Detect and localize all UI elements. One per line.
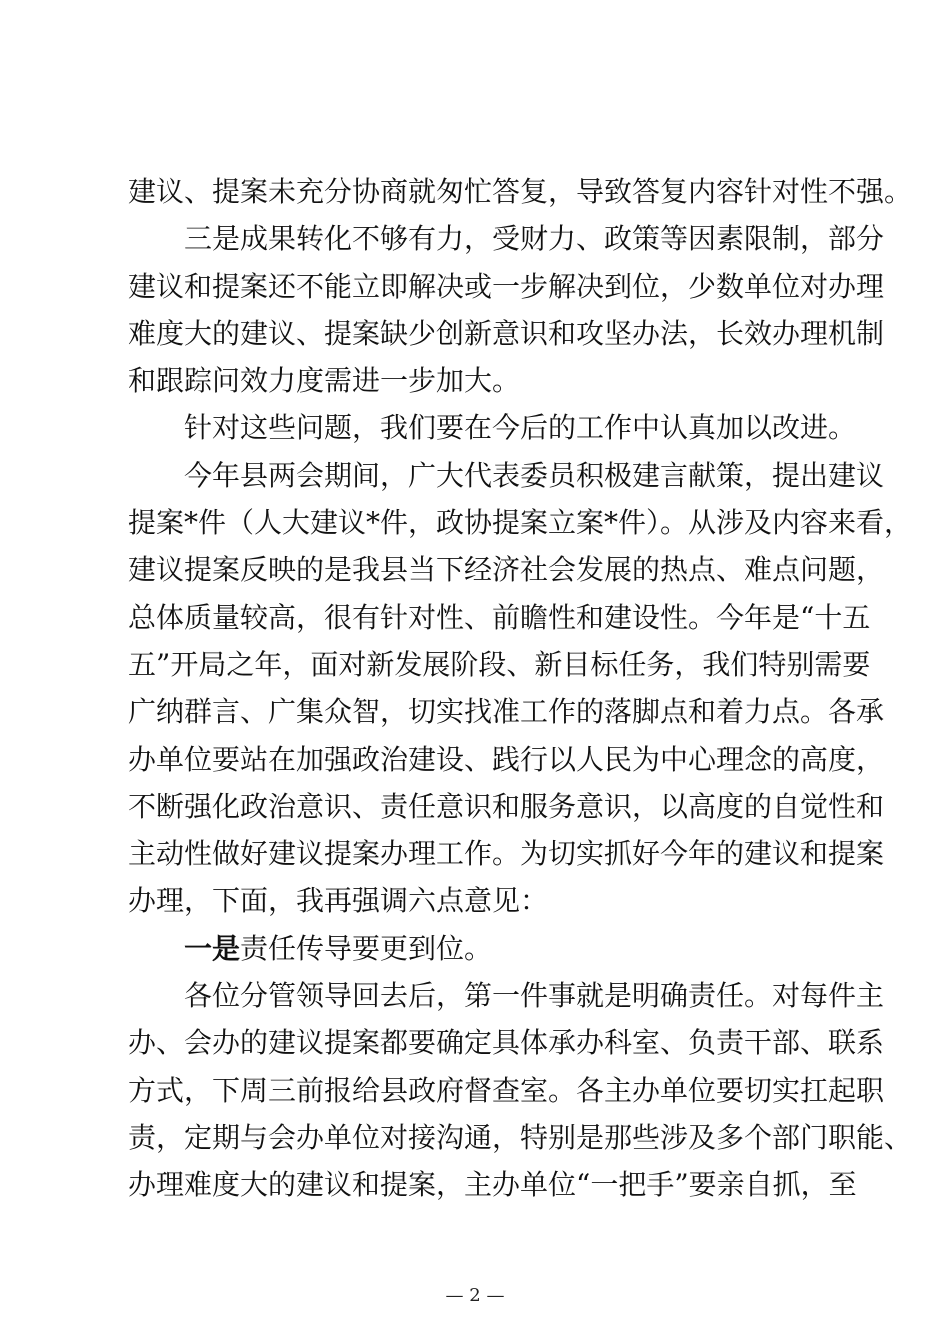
text-line: 各位分管领导回去后，第一件事就是明确责任。对每件主 xyxy=(184,979,885,1013)
text-line: 和跟踪问效力度需进一步加大。 xyxy=(128,364,521,398)
text-line: 主动性做好建议提案办理工作。为切实抓好今年的建议和提案 xyxy=(128,837,885,871)
heading-rest: 责任传导要更到位。 xyxy=(240,931,493,965)
text-line: 今年县两会期间，广大代表委员积极建言献策，提出建议 xyxy=(184,458,885,492)
body-text xyxy=(128,168,913,1209)
text-line: 责，定期与会办单位对接沟通，特别是那些涉及多个部门职能、 xyxy=(128,1120,913,1154)
text-line: 五”开局之年，面对新发展阶段、新目标任务，我们特别需要 xyxy=(128,647,871,681)
text-line: 不断强化政治意识、责任意识和服务意识，以高度的自觉性和 xyxy=(128,789,885,823)
paragraph-block-2 xyxy=(128,972,913,1208)
text-line: 广纳群言、广集众智，切实找准工作的落脚点和着力点。各承 xyxy=(128,695,885,729)
paragraph-block-1 xyxy=(128,168,913,925)
page-number: — 2 — xyxy=(445,1285,505,1306)
text-line: 针对这些问题，我们要在今后的工作中认真加以改进。 xyxy=(184,411,857,445)
text-line: 建议和提案还不能立即解决或一步解决到位，少数单位对办理 xyxy=(128,269,885,303)
text-line: 办理难度大的建议和提案，主办单位“一把手”要亲自抓，至 xyxy=(128,1168,857,1202)
heading-lead: 一是 xyxy=(184,931,241,965)
text-line: 三是成果转化不够有力，受财力、政策等因素限制，部分 xyxy=(184,222,885,256)
text-line: 办、会办的建议提案都要确定具体承办科室、负责干部、联系 xyxy=(128,1026,885,1060)
text-line: 建议提案反映的是我县当下经济社会发展的热点、难点问题， xyxy=(128,553,885,587)
text-line: 难度大的建议、提案缺少创新意识和攻坚办法，长效办理机制 xyxy=(128,316,885,350)
text-line: 方式，下周三前报给县政府督查室。各主办单位要切实扛起职 xyxy=(128,1073,885,1107)
text-line: 提案*件（人大建议*件，政协提案立案*件）。从涉及内容来看， xyxy=(128,506,913,540)
text-line: 建议、提案未充分协商就匆忙答复，导致答复内容针对性不强。 xyxy=(128,175,913,208)
text-line: 总体质量较高，很有针对性、前瞻性和建设性。今年是“十五 xyxy=(128,600,871,634)
text-line: 办理，下面，我再强调六点意见： xyxy=(128,884,549,918)
section-heading xyxy=(128,925,840,972)
text-line: 办单位要站在加强政治建设、践行以人民为中心理念的高度， xyxy=(128,742,885,776)
